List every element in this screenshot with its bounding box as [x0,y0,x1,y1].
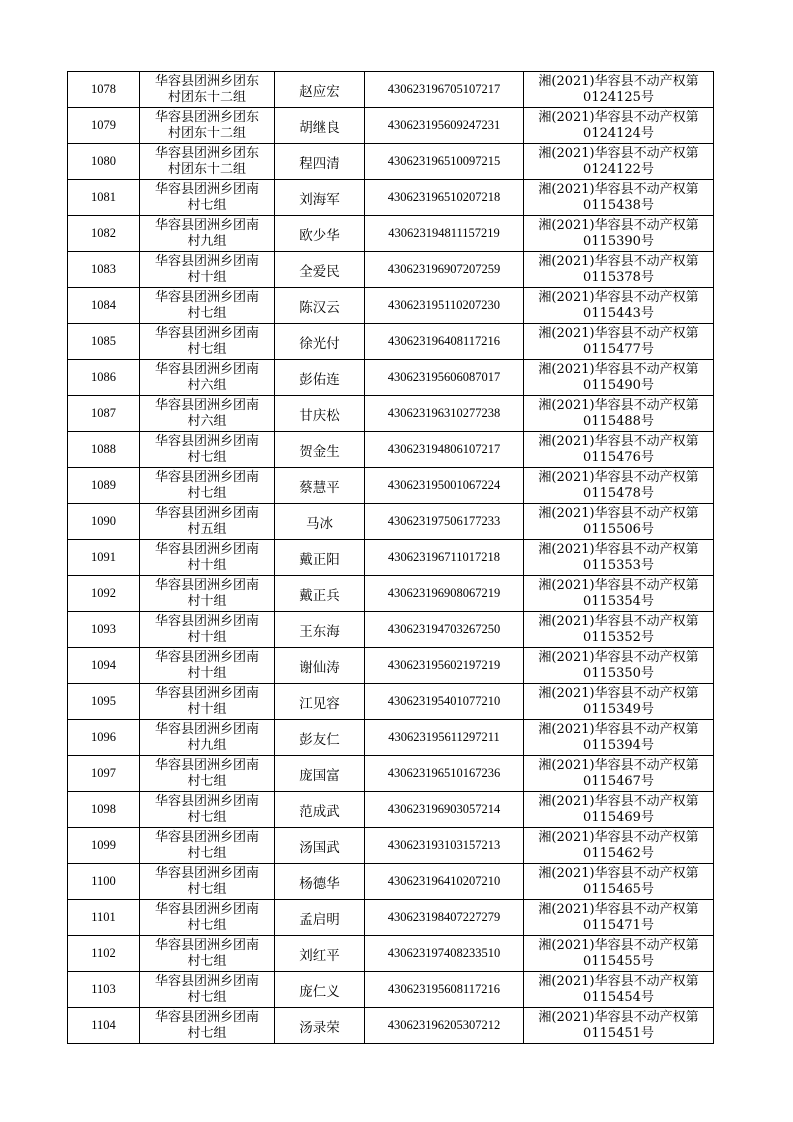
address-cell [140,576,275,612]
record-number-cell [68,792,140,828]
address-cell [140,180,275,216]
certificate-number-cell-text: 湘(2021)华容县不动产权第 0115349号 [538,685,699,717]
table-row [68,720,714,756]
table-row [68,612,714,648]
certificate-number-cell [524,648,714,684]
id-number-cell [365,540,524,576]
certificate-number-cell-text: 湘(2021)华容县不动产权第 0115465号 [538,865,699,897]
record-number-cell [68,720,140,756]
certificate-number-cell [524,504,714,540]
address-cell [140,612,275,648]
certificate-number-cell-text: 湘(2021)华容县不动产权第 0115478号 [538,469,699,501]
id-number-cell [365,216,524,252]
certificate-number-cell [524,864,714,900]
id-number-cell-text: 430623197506177233 [387,514,501,528]
owner-name-cell-text: 戴正阳 [299,551,340,568]
owner-name-cell [275,252,365,288]
record-number-cell [68,396,140,432]
address-cell-text: 华容县团洲乡团南 村十组 [154,649,259,681]
record-number-cell [68,900,140,936]
record-number-cell-text: 1094 [91,658,116,672]
certificate-number-cell-text: 湘(2021)华容县不动产权第 0115471号 [538,901,699,933]
certificate-number-cell-text: 湘(2021)华容县不动产权第 0115488号 [538,397,699,429]
owner-name-cell [275,972,365,1008]
address-cell-text: 华容县团洲乡团南 村十组 [154,685,259,717]
record-number-cell-text: 1099 [91,838,116,852]
table-row [68,684,714,720]
address-cell [140,756,275,792]
address-cell-text: 华容县团洲乡团南 村十组 [154,577,259,609]
certificate-number-cell-text: 湘(2021)华容县不动产权第 0124122号 [538,145,699,177]
certificate-number-cell [524,468,714,504]
record-number-cell-text: 1087 [91,406,116,420]
address-cell-text: 华容县团洲乡团南 村七组 [154,757,259,789]
owner-name-cell-text: 彭佑连 [299,371,340,388]
address-cell [140,900,275,936]
owner-name-cell-text: 汤录荣 [299,1019,340,1036]
address-cell [140,648,275,684]
address-cell [140,432,275,468]
owner-name-cell-text: 彭友仁 [299,731,340,748]
id-number-cell [365,828,524,864]
record-number-cell [68,180,140,216]
address-cell [140,720,275,756]
table-row [68,504,714,540]
address-cell [140,396,275,432]
id-number-cell [365,936,524,972]
owner-name-cell-text: 甘庆松 [299,407,340,424]
record-number-cell [68,288,140,324]
id-number-cell-text: 430623196510167236 [387,766,501,780]
certificate-number-cell [524,108,714,144]
records-table [67,71,714,1044]
address-cell [140,360,275,396]
record-number-cell [68,72,140,108]
record-number-cell-text: 1103 [91,982,116,996]
record-number-cell [68,936,140,972]
id-number-cell-text: 430623196510097215 [387,154,501,168]
certificate-number-cell-text: 湘(2021)华容县不动产权第 0115506号 [538,505,699,537]
record-number-cell [68,864,140,900]
owner-name-cell-text: 戴正兵 [299,587,340,604]
table-row [68,108,714,144]
id-number-cell-text: 430623196310277238 [387,406,501,420]
id-number-cell [365,288,524,324]
id-number-cell-text: 430623196908067219 [387,586,501,600]
id-number-cell-text: 430623194703267250 [387,622,501,636]
owner-name-cell-text: 范成武 [299,803,340,820]
record-number-cell-text: 1092 [91,586,116,600]
record-number-cell-text: 1102 [91,946,116,960]
id-number-cell [365,972,524,1008]
table-row [68,252,714,288]
record-number-cell [68,324,140,360]
owner-name-cell-text: 孟启明 [299,911,340,928]
id-number-cell-text: 430623196705107217 [387,82,501,96]
id-number-cell-text: 430623195110207230 [387,298,501,312]
certificate-number-cell [524,1008,714,1044]
address-cell-text: 华容县团洲乡团南 村七组 [154,289,259,321]
owner-name-cell-text: 欧少华 [299,227,340,244]
id-number-cell-text: 430623198407227279 [387,910,501,924]
record-number-cell-text: 1084 [91,298,116,312]
table-row [68,468,714,504]
address-cell [140,828,275,864]
id-number-cell-text: 430623196408117216 [387,334,501,348]
table-row [68,828,714,864]
id-number-cell [365,648,524,684]
address-cell [140,1008,275,1044]
owner-name-cell [275,1008,365,1044]
id-number-cell [365,108,524,144]
owner-name-cell-text: 王东海 [299,623,340,640]
id-number-cell-text: 430623195606087017 [387,370,501,384]
id-number-cell [365,324,524,360]
certificate-number-cell [524,540,714,576]
id-number-cell [365,900,524,936]
owner-name-cell [275,828,365,864]
table-row [68,144,714,180]
owner-name-cell [275,72,365,108]
id-number-cell [365,396,524,432]
certificate-number-cell [524,180,714,216]
record-number-cell [68,756,140,792]
table-row [68,396,714,432]
certificate-number-cell-text: 湘(2021)华容县不动产权第 0115378号 [538,253,699,285]
record-number-cell-text: 1104 [91,1018,116,1032]
address-cell-text: 华容县团洲乡团南 村九组 [154,721,259,753]
certificate-number-cell [524,72,714,108]
table-row [68,540,714,576]
owner-name-cell-text: 赵应宏 [299,83,340,100]
record-number-cell-text: 1098 [91,802,116,816]
record-number-cell-text: 1088 [91,442,116,456]
table-row [68,900,714,936]
certificate-number-cell-text: 湘(2021)华容县不动产权第 0115469号 [538,793,699,825]
record-number-cell [68,504,140,540]
certificate-number-cell [524,720,714,756]
id-number-cell [365,504,524,540]
certificate-number-cell-text: 湘(2021)华容县不动产权第 0115451号 [538,1009,699,1041]
certificate-number-cell-text: 湘(2021)华容县不动产权第 0115390号 [538,217,699,249]
certificate-number-cell [524,684,714,720]
id-number-cell-text: 430623195001067224 [387,478,501,492]
id-number-cell-text: 430623196711017218 [387,550,501,564]
certificate-number-cell-text: 湘(2021)华容县不动产权第 0115438号 [538,181,699,213]
table-row [68,1008,714,1044]
address-cell [140,216,275,252]
certificate-number-cell-text: 湘(2021)华容县不动产权第 0115476号 [538,433,699,465]
record-number-cell-text: 1090 [91,514,116,528]
certificate-number-cell-text: 湘(2021)华容县不动产权第 0115354号 [538,577,699,609]
certificate-number-cell-text: 湘(2021)华容县不动产权第 0115443号 [538,289,699,321]
certificate-number-cell [524,324,714,360]
record-number-cell-text: 1086 [91,370,116,384]
id-number-cell-text: 430623196907207259 [387,262,501,276]
record-number-cell-text: 1093 [91,622,116,636]
owner-name-cell [275,360,365,396]
id-number-cell [365,792,524,828]
table-row [68,864,714,900]
owner-name-cell [275,108,365,144]
table-row [68,648,714,684]
table-row [68,936,714,972]
address-cell-text: 华容县团洲乡团南 村五组 [154,505,259,537]
table-row [68,288,714,324]
address-cell [140,144,275,180]
record-number-cell-text: 1095 [91,694,116,708]
address-cell-text: 华容县团洲乡团东 村团东十二组 [154,73,259,105]
address-cell-text: 华容县团洲乡团南 村六组 [154,361,259,393]
certificate-number-cell [524,144,714,180]
id-number-cell [365,864,524,900]
id-number-cell [365,576,524,612]
certificate-number-cell-text: 湘(2021)华容县不动产权第 0124125号 [538,73,699,105]
certificate-number-cell [524,972,714,1008]
certificate-number-cell [524,900,714,936]
record-number-cell-text: 1091 [91,550,116,564]
address-cell-text: 华容县团洲乡团南 村七组 [154,937,259,969]
certificate-number-cell-text: 湘(2021)华容县不动产权第 0124124号 [538,109,699,141]
id-number-cell-text: 430623195602197219 [387,658,501,672]
address-cell-text: 华容县团洲乡团东 村团东十二组 [154,145,259,177]
table-row [68,972,714,1008]
address-cell-text: 华容县团洲乡团南 村七组 [154,793,259,825]
owner-name-cell [275,936,365,972]
id-number-cell-text: 430623195401077210 [387,694,501,708]
address-cell-text: 华容县团洲乡团南 村七组 [154,181,259,213]
id-number-cell [365,252,524,288]
record-number-cell [68,972,140,1008]
owner-name-cell [275,180,365,216]
owner-name-cell-text: 马冰 [306,515,333,532]
certificate-number-cell [524,396,714,432]
address-cell [140,864,275,900]
address-cell-text: 华容县团洲乡团南 村七组 [154,829,259,861]
id-number-cell [365,360,524,396]
address-cell-text: 华容县团洲乡团南 村七组 [154,865,259,897]
owner-name-cell [275,684,365,720]
owner-name-cell-text: 汤国武 [299,839,340,856]
certificate-number-cell-text: 湘(2021)华容县不动产权第 0115352号 [538,613,699,645]
id-number-cell [365,684,524,720]
address-cell [140,252,275,288]
address-cell [140,504,275,540]
address-cell-text: 华容县团洲乡团东 村团东十二组 [154,109,259,141]
address-cell [140,684,275,720]
owner-name-cell-text: 刘海军 [299,191,340,208]
record-number-cell-text: 1101 [91,910,116,924]
certificate-number-cell [524,936,714,972]
id-number-cell [365,468,524,504]
certificate-number-cell-text: 湘(2021)华容县不动产权第 0115350号 [538,649,699,681]
id-number-cell [365,612,524,648]
owner-name-cell-text: 江见容 [299,695,340,712]
owner-name-cell-text: 贺金生 [299,443,340,460]
table-row [68,72,714,108]
record-number-cell [68,216,140,252]
owner-name-cell-text: 胡继良 [299,119,340,136]
owner-name-cell-text: 程四清 [299,155,340,172]
address-cell [140,72,275,108]
record-number-cell-text: 1078 [91,82,116,96]
address-cell-text: 华容县团洲乡团南 村十组 [154,253,259,285]
record-number-cell [68,144,140,180]
certificate-number-cell [524,792,714,828]
owner-name-cell [275,216,365,252]
certificate-number-cell [524,360,714,396]
id-number-cell-text: 430623194811157219 [388,226,500,240]
certificate-number-cell-text: 湘(2021)华容县不动产权第 0115394号 [538,721,699,753]
owner-name-cell-text: 庞仁义 [299,983,340,1000]
record-number-cell [68,252,140,288]
address-cell [140,108,275,144]
record-number-cell-text: 1089 [91,478,116,492]
address-cell-text: 华容县团洲乡团南 村七组 [154,325,259,357]
address-cell-text: 华容县团洲乡团南 村七组 [154,1009,259,1041]
owner-name-cell [275,648,365,684]
id-number-cell-text: 430623197408233510 [387,946,501,960]
record-number-cell-text: 1096 [91,730,116,744]
owner-name-cell [275,900,365,936]
owner-name-cell-text: 蔡慧平 [299,479,340,496]
owner-name-cell [275,432,365,468]
table-row [68,756,714,792]
record-number-cell [68,828,140,864]
certificate-number-cell [524,576,714,612]
id-number-cell-text: 430623196410207210 [387,874,501,888]
certificate-number-cell-text: 湘(2021)华容县不动产权第 0115454号 [538,973,699,1005]
certificate-number-cell [524,612,714,648]
address-cell-text: 华容县团洲乡团南 村九组 [154,217,259,249]
record-number-cell [68,684,140,720]
record-number-cell-text: 1083 [91,262,116,276]
certificate-number-cell [524,216,714,252]
certificate-number-cell [524,288,714,324]
id-number-cell-text: 430623195611297211 [388,730,500,744]
record-number-cell-text: 1080 [91,154,116,168]
owner-name-cell [275,576,365,612]
record-number-cell-text: 1097 [91,766,116,780]
owner-name-cell-text: 全爱民 [299,263,340,280]
owner-name-cell [275,756,365,792]
id-number-cell-text: 430623195608117216 [387,982,501,996]
table-row [68,576,714,612]
address-cell [140,792,275,828]
certificate-number-cell-text: 湘(2021)华容县不动产权第 0115477号 [538,325,699,357]
owner-name-cell [275,468,365,504]
id-number-cell [365,144,524,180]
owner-name-cell [275,144,365,180]
record-number-cell [68,360,140,396]
table-row [68,180,714,216]
owner-name-cell [275,720,365,756]
owner-name-cell [275,504,365,540]
record-number-cell-text: 1082 [91,226,116,240]
owner-name-cell [275,864,365,900]
record-number-cell-text: 1079 [91,118,116,132]
record-number-cell [68,648,140,684]
id-number-cell-text: 430623193103157213 [387,838,501,852]
certificate-number-cell-text: 湘(2021)华容县不动产权第 0115467号 [538,757,699,789]
id-number-cell [365,1008,524,1044]
record-number-cell-text: 1100 [91,874,116,888]
id-number-cell [365,432,524,468]
owner-name-cell [275,324,365,360]
id-number-cell [365,72,524,108]
certificate-number-cell-text: 湘(2021)华容县不动产权第 0115462号 [538,829,699,861]
certificate-number-cell [524,252,714,288]
id-number-cell [365,720,524,756]
owner-name-cell [275,288,365,324]
id-number-cell [365,756,524,792]
address-cell [140,324,275,360]
address-cell [140,288,275,324]
table-row [68,324,714,360]
record-number-cell [68,1008,140,1044]
owner-name-cell [275,540,365,576]
record-number-cell-text: 1081 [91,190,116,204]
id-number-cell [365,180,524,216]
owner-name-cell-text: 徐光付 [299,335,340,352]
address-cell [140,936,275,972]
id-number-cell-text: 430623194806107217 [387,442,501,456]
id-number-cell-text: 430623195609247231 [387,118,501,132]
address-cell-text: 华容县团洲乡团南 村十组 [154,613,259,645]
address-cell [140,468,275,504]
owner-name-cell-text: 庞国富 [299,767,340,784]
address-cell [140,972,275,1008]
address-cell-text: 华容县团洲乡团南 村七组 [154,973,259,1005]
table-row [68,792,714,828]
owner-name-cell-text: 陈汉云 [299,299,340,316]
id-number-cell-text: 430623196510207218 [387,190,501,204]
record-number-cell [68,576,140,612]
address-cell-text: 华容县团洲乡团南 村七组 [154,433,259,465]
certificate-number-cell [524,756,714,792]
owner-name-cell-text: 杨德华 [299,875,340,892]
certificate-number-cell-text: 湘(2021)华容县不动产权第 0115353号 [538,541,699,573]
address-cell-text: 华容县团洲乡团南 村七组 [154,469,259,501]
record-number-cell [68,612,140,648]
address-cell [140,540,275,576]
address-cell-text: 华容县团洲乡团南 村十组 [154,541,259,573]
records-table-body [68,72,714,1044]
record-number-cell-text: 1085 [91,334,116,348]
table-row [68,216,714,252]
owner-name-cell-text: 刘红平 [299,947,340,964]
table-row [68,360,714,396]
record-number-cell [68,468,140,504]
certificate-number-cell-text: 湘(2021)华容县不动产权第 0115455号 [538,937,699,969]
owner-name-cell-text: 谢仙涛 [299,659,340,676]
owner-name-cell [275,612,365,648]
record-number-cell [68,108,140,144]
record-number-cell [68,432,140,468]
id-number-cell-text: 430623196205307212 [387,1018,501,1032]
address-cell-text: 华容县团洲乡团南 村七组 [154,901,259,933]
table-row [68,432,714,468]
certificate-number-cell [524,828,714,864]
record-number-cell [68,540,140,576]
certificate-number-cell [524,432,714,468]
id-number-cell-text: 430623196903057214 [387,802,501,816]
owner-name-cell [275,792,365,828]
address-cell-text: 华容县团洲乡团南 村六组 [154,397,259,429]
certificate-number-cell-text: 湘(2021)华容县不动产权第 0115490号 [538,361,699,393]
owner-name-cell [275,396,365,432]
